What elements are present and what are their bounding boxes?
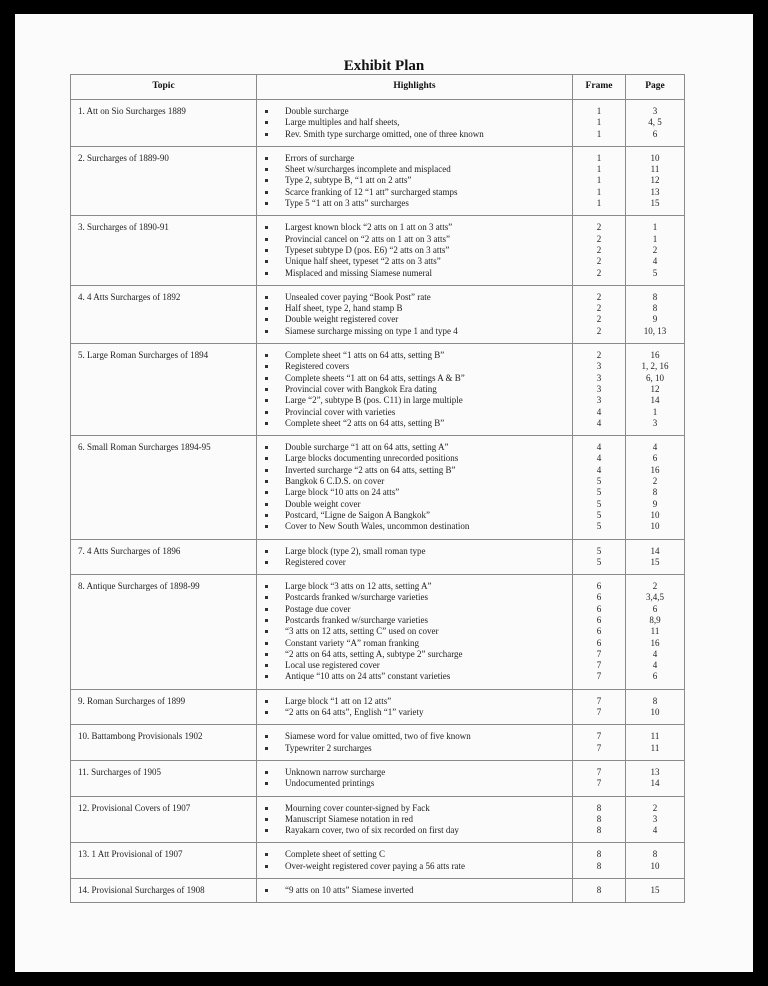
highlights-cell bbox=[257, 725, 573, 761]
page-number: 9 bbox=[652, 314, 658, 325]
highlight-item: Sheet w/surcharges incomplete and misplaced bbox=[257, 164, 572, 175]
highlight-item: Mourning cover counter-signed by Fack bbox=[257, 803, 572, 814]
topic-cell: 1. Att on Sio Surcharges 1889 bbox=[71, 100, 257, 147]
page-number: 15 bbox=[650, 198, 660, 209]
highlight-item: Constant variety “A” roman franking bbox=[257, 638, 572, 649]
page-number: 15 bbox=[650, 556, 660, 567]
page-number: 4 bbox=[652, 442, 658, 453]
highlights-cell bbox=[257, 344, 573, 436]
page-number: 1 bbox=[652, 233, 658, 244]
highlight-item: Inverted surcharge “2 atts on 64 atts, setting B” bbox=[257, 465, 572, 476]
page-number: 14 bbox=[650, 545, 660, 556]
frame-number: 5 bbox=[596, 556, 602, 567]
highlight-item: Over-weight registered cover paying a 56 atts rate bbox=[257, 861, 572, 872]
highlight-item: Scarce franking of 12 “1 att” surcharged stamps bbox=[257, 187, 572, 198]
frame-number: 5 bbox=[596, 487, 602, 498]
page-number: 2 bbox=[652, 244, 658, 255]
page-cell bbox=[626, 689, 685, 725]
topic-cell: 11. Surcharges of 1905 bbox=[71, 760, 257, 796]
highlight-item: Unsealed cover paying “Book Post” rate bbox=[257, 292, 572, 303]
frame-number: 8 bbox=[596, 802, 602, 813]
topic-cell: 12. Provisional Covers of 1907 bbox=[71, 796, 257, 843]
highlights-cell bbox=[257, 575, 573, 690]
page-cell bbox=[626, 879, 685, 903]
page-number: 6 bbox=[652, 671, 658, 682]
frame-number: 8 bbox=[596, 885, 602, 896]
topic-cell: 4. 4 Atts Surcharges of 1892 bbox=[71, 285, 257, 343]
page-number: 2 bbox=[652, 476, 658, 487]
topic-cell: 2. Surcharges of 1889-90 bbox=[71, 146, 257, 215]
highlight-item: Rev. Smith type surcharge omitted, one of three known bbox=[257, 129, 572, 140]
frame-number: 1 bbox=[596, 164, 602, 175]
frame-number: 4 bbox=[596, 453, 602, 464]
frame-number: 5 bbox=[596, 521, 602, 532]
highlight-item: Manuscript Siamese notation in red bbox=[257, 814, 572, 825]
page-number: 1, 2, 16 bbox=[641, 361, 669, 372]
highlight-item: Type 5 “1 att on 3 atts” surcharges bbox=[257, 198, 572, 209]
table-row bbox=[71, 760, 685, 796]
header-topic: Topic bbox=[71, 75, 257, 100]
frame-number: 6 bbox=[596, 592, 602, 603]
frame-number: 5 bbox=[596, 545, 602, 556]
topic-cell: 14. Provisional Surcharges of 1908 bbox=[71, 879, 257, 903]
page-number: 16 bbox=[650, 637, 660, 648]
highlight-item: Double surcharge bbox=[257, 106, 572, 117]
page-title: Exhibit Plan bbox=[343, 58, 425, 74]
highlight-item: Local use registered cover bbox=[257, 660, 572, 671]
frame-number: 8 bbox=[596, 813, 602, 824]
page-cell bbox=[626, 216, 685, 285]
page-number: 15 bbox=[650, 885, 660, 896]
highlight-item: Bangkok 6 C.D.S. on cover bbox=[257, 476, 572, 487]
page-number: 8 bbox=[652, 291, 658, 302]
highlight-item: “3 atts on 12 atts, setting C” used on cover bbox=[257, 626, 572, 637]
highlight-item: Large block “3 atts on 12 atts, setting A” bbox=[257, 581, 572, 592]
highlight-item: Typewriter 2 surcharges bbox=[257, 743, 572, 754]
frame-number: 7 bbox=[596, 778, 602, 789]
topic-cell: 9. Roman Surcharges of 1899 bbox=[71, 689, 257, 725]
frame-number: 8 bbox=[596, 825, 602, 836]
exhibit-plan-table bbox=[70, 74, 685, 903]
header-frame: Frame bbox=[573, 75, 626, 100]
frame-number: 2 bbox=[596, 350, 602, 361]
page-number: 2 bbox=[652, 581, 658, 592]
frame-number: 1 bbox=[596, 152, 602, 163]
page-number: 11 bbox=[650, 164, 660, 175]
table-row bbox=[71, 285, 685, 343]
page-number: 1 bbox=[652, 222, 658, 233]
highlights-cell bbox=[257, 689, 573, 725]
topic-cell: 6. Small Roman Surcharges 1894-95 bbox=[71, 436, 257, 539]
highlight-item: Typeset subtype D (pos. E6) “2 atts on 3 atts” bbox=[257, 245, 572, 256]
page-number: 12 bbox=[650, 383, 660, 394]
frame-number: 7 bbox=[596, 766, 602, 777]
page-number: 11 bbox=[650, 626, 660, 637]
highlight-item: Postcards franked w/surcharge varieties bbox=[257, 592, 572, 603]
page-number: 16 bbox=[650, 350, 660, 361]
frame-number: 5 bbox=[596, 498, 602, 509]
frame-number: 2 bbox=[596, 267, 602, 278]
page-number: 4 bbox=[652, 660, 658, 671]
highlight-item: Provincial cover with varieties bbox=[257, 407, 572, 418]
page-cell bbox=[626, 575, 685, 690]
table-row bbox=[71, 796, 685, 843]
page-number: 14 bbox=[650, 395, 660, 406]
frame-cell bbox=[573, 725, 626, 761]
highlight-item: Large “2”, subtype B (pos. C11) in large multiple bbox=[257, 395, 572, 406]
page-cell bbox=[626, 100, 685, 147]
frame-number: 6 bbox=[596, 637, 602, 648]
highlight-item: Complete sheet “2 atts on 64 atts, setting B” bbox=[257, 418, 572, 429]
page-number: 3,4,5 bbox=[646, 592, 664, 603]
highlight-item: Complete sheet of setting C bbox=[257, 849, 572, 860]
topic-cell: 3. Surcharges of 1890-91 bbox=[71, 216, 257, 285]
page-cell bbox=[626, 760, 685, 796]
frame-cell bbox=[573, 436, 626, 539]
frame-number: 4 bbox=[596, 417, 602, 428]
highlight-item: Unknown narrow surcharge bbox=[257, 767, 572, 778]
page-number: 4 bbox=[652, 256, 658, 267]
page-number: 16 bbox=[650, 464, 660, 475]
header-highlights: Highlights bbox=[257, 75, 573, 100]
highlight-item: “2 atts on 64 atts, setting A, subtype 2” surcharge bbox=[257, 649, 572, 660]
page-number: 10 bbox=[650, 707, 660, 718]
frame-number: 4 bbox=[596, 406, 602, 417]
frame-number: 2 bbox=[596, 233, 602, 244]
highlights-cell bbox=[257, 285, 573, 343]
highlight-item: Registered cover bbox=[257, 557, 572, 568]
page-cell bbox=[626, 796, 685, 843]
highlight-item: Large block “10 atts on 24 atts” bbox=[257, 487, 572, 498]
highlight-item: Double weight registered cover bbox=[257, 314, 572, 325]
topic-cell: 7. 4 Atts Surcharges of 1896 bbox=[71, 539, 257, 575]
highlight-item: Unique half sheet, typeset “2 atts on 3 atts” bbox=[257, 256, 572, 267]
table-row bbox=[71, 216, 685, 285]
topic-cell: 5. Large Roman Surcharges of 1894 bbox=[71, 344, 257, 436]
page-number: 9 bbox=[652, 498, 658, 509]
frame-number: 5 bbox=[596, 476, 602, 487]
frame-number: 1 bbox=[596, 175, 602, 186]
page-number: 3 bbox=[652, 417, 658, 428]
page-cell bbox=[626, 344, 685, 436]
topic-cell: 10. Battambong Provisionals 1902 bbox=[71, 725, 257, 761]
frame-number: 2 bbox=[596, 314, 602, 325]
frame-number: 7 bbox=[596, 648, 602, 659]
highlight-item: Double surcharge “1 att on 64 atts, setting A” bbox=[257, 442, 572, 453]
page-number: 8 bbox=[652, 487, 658, 498]
page-number: 5 bbox=[652, 267, 658, 278]
highlight-item: Siamese word for value omitted, two of five known bbox=[257, 731, 572, 742]
highlights-cell bbox=[257, 146, 573, 215]
highlight-item: Cover to New South Wales, uncommon destination bbox=[257, 521, 572, 532]
frame-number: 6 bbox=[596, 581, 602, 592]
frame-number: 8 bbox=[596, 860, 602, 871]
page-number: 10 bbox=[650, 521, 660, 532]
frame-number: 4 bbox=[596, 442, 602, 453]
frame-number: 6 bbox=[596, 603, 602, 614]
page-cell bbox=[626, 436, 685, 539]
frame-number: 1 bbox=[596, 106, 602, 116]
highlights-cell bbox=[257, 539, 573, 575]
page-number: 10 bbox=[650, 152, 660, 163]
table-row bbox=[71, 436, 685, 539]
table-row bbox=[71, 344, 685, 436]
highlight-item: “9 atts on 10 atts” Siamese inverted bbox=[257, 885, 572, 896]
highlight-item: Postage due cover bbox=[257, 604, 572, 615]
highlight-item: Misplaced and missing Siamese numeral bbox=[257, 268, 572, 279]
page-number: 6 bbox=[652, 603, 658, 614]
page-number: 3 bbox=[652, 106, 658, 116]
frame-number: 4 bbox=[596, 464, 602, 475]
highlight-item: “2 atts on 64 atts”, English “1” variety bbox=[257, 707, 572, 718]
frame-cell bbox=[573, 100, 626, 147]
page-number: 13 bbox=[650, 766, 660, 777]
highlight-item: Antique “10 atts on 24 atts” constant varieties bbox=[257, 671, 572, 682]
frame-cell bbox=[573, 146, 626, 215]
highlight-item: Provincial cover with Bangkok Era dating bbox=[257, 384, 572, 395]
highlight-item: Large block “1 att on 12 atts” bbox=[257, 696, 572, 707]
highlight-item: Large block (type 2), small roman type bbox=[257, 546, 572, 557]
highlight-item: Half sheet, type 2, hand stamp B bbox=[257, 303, 572, 314]
page-cell bbox=[626, 725, 685, 761]
highlight-item: Siamese surcharge missing on type 1 and type 4 bbox=[257, 326, 572, 337]
frame-number: 7 bbox=[596, 671, 602, 682]
page-number: 2 bbox=[652, 802, 658, 813]
header-row bbox=[71, 75, 685, 100]
frame-number: 3 bbox=[596, 361, 602, 372]
frame-cell bbox=[573, 879, 626, 903]
frame-cell bbox=[573, 760, 626, 796]
page-number: 1 bbox=[652, 406, 658, 417]
highlight-item: Postcards franked w/surcharge varieties bbox=[257, 615, 572, 626]
page-number: 8 bbox=[652, 303, 658, 314]
frame-number: 1 bbox=[596, 198, 602, 209]
highlight-item: Postcard, “Ligne de Saigon A Bangkok” bbox=[257, 510, 572, 521]
highlight-item: Type 2, subtype B, “1 att on 2 atts” bbox=[257, 175, 572, 186]
frame-number: 1 bbox=[596, 186, 602, 197]
highlight-item: Registered covers bbox=[257, 361, 572, 372]
frame-number: 6 bbox=[596, 626, 602, 637]
page-number: 6 bbox=[652, 453, 658, 464]
highlights-cell bbox=[257, 100, 573, 147]
highlights-cell bbox=[257, 843, 573, 879]
frame-number: 2 bbox=[596, 244, 602, 255]
table-row bbox=[71, 539, 685, 575]
table-row bbox=[71, 689, 685, 725]
page-number: 8,9 bbox=[649, 614, 661, 625]
page-number: 3 bbox=[652, 813, 658, 824]
topic-cell: 8. Antique Surcharges of 1898-99 bbox=[71, 575, 257, 690]
page-number: 4 bbox=[652, 825, 658, 836]
highlight-item: Large multiples and half sheets, bbox=[257, 117, 572, 128]
frame-number: 6 bbox=[596, 614, 602, 625]
page-number: 8 bbox=[652, 849, 658, 860]
page-number: 6 bbox=[652, 128, 658, 139]
frame-cell bbox=[573, 689, 626, 725]
frame-number: 2 bbox=[596, 303, 602, 314]
frame-cell bbox=[573, 796, 626, 843]
page-number: 12 bbox=[650, 175, 660, 186]
exhibit-page bbox=[15, 14, 753, 972]
highlights-cell bbox=[257, 216, 573, 285]
table-row bbox=[71, 100, 685, 147]
page-cell bbox=[626, 285, 685, 343]
highlight-item: Rayakarn cover, two of six recorded on first day bbox=[257, 825, 572, 836]
highlight-item: Double weight cover bbox=[257, 499, 572, 510]
page-number: 11 bbox=[650, 742, 660, 753]
header-page: Page bbox=[626, 75, 685, 100]
frame-cell bbox=[573, 539, 626, 575]
page-number: 10 bbox=[650, 509, 660, 520]
frame-number: 2 bbox=[596, 325, 602, 336]
frame-number: 2 bbox=[596, 291, 602, 302]
page-number: 10, 13 bbox=[643, 325, 667, 336]
frame-cell bbox=[573, 575, 626, 690]
table-body bbox=[71, 100, 685, 903]
highlight-item: Complete sheets “1 att on 64 atts, settings A & B” bbox=[257, 373, 572, 384]
frame-number: 7 bbox=[596, 707, 602, 718]
frame-number: 3 bbox=[596, 383, 602, 394]
highlights-cell bbox=[257, 760, 573, 796]
table-row bbox=[71, 725, 685, 761]
frame-number: 1 bbox=[596, 128, 602, 139]
table-row bbox=[71, 879, 685, 903]
highlights-cell bbox=[257, 796, 573, 843]
frame-number: 5 bbox=[596, 509, 602, 520]
table-row bbox=[71, 575, 685, 690]
frame-cell bbox=[573, 285, 626, 343]
frame-number: 3 bbox=[596, 395, 602, 406]
page-number: 4, 5 bbox=[648, 117, 662, 128]
table-row bbox=[71, 146, 685, 215]
frame-cell bbox=[573, 843, 626, 879]
frame-number: 3 bbox=[596, 372, 602, 383]
page-cell bbox=[626, 146, 685, 215]
page-number: 8 bbox=[652, 695, 658, 706]
page-number: 6, 10 bbox=[646, 372, 664, 383]
frame-number: 7 bbox=[596, 660, 602, 671]
topic-cell: 13. 1 Att Provisional of 1907 bbox=[71, 843, 257, 879]
highlight-item: Undocumented printings bbox=[257, 778, 572, 789]
frame-number: 7 bbox=[596, 731, 602, 742]
highlight-item: Provincial cancel on “2 atts on 1 att on 3 atts” bbox=[257, 234, 572, 245]
page-cell bbox=[626, 843, 685, 879]
page-number: 4 bbox=[652, 648, 658, 659]
page-number: 14 bbox=[650, 778, 660, 789]
frame-number: 2 bbox=[596, 222, 602, 233]
frame-number: 8 bbox=[596, 849, 602, 860]
highlights-cell bbox=[257, 436, 573, 539]
frame-cell bbox=[573, 216, 626, 285]
table-row bbox=[71, 843, 685, 879]
frame-cell bbox=[573, 344, 626, 436]
frame-number: 1 bbox=[596, 117, 602, 128]
highlight-item: Largest known block “2 atts on 1 att on 3 atts” bbox=[257, 222, 572, 233]
page-number: 10 bbox=[650, 860, 660, 871]
page-number: 13 bbox=[650, 186, 660, 197]
highlight-item: Errors of surcharge bbox=[257, 153, 572, 164]
frame-number: 2 bbox=[596, 256, 602, 267]
page-cell bbox=[626, 539, 685, 575]
frame-number: 7 bbox=[596, 742, 602, 753]
frame-number: 7 bbox=[596, 695, 602, 706]
highlight-item: Complete sheet “1 atts on 64 atts, setting B” bbox=[257, 350, 572, 361]
highlight-item: Large blocks documenting unrecorded positions bbox=[257, 453, 572, 464]
highlights-cell bbox=[257, 879, 573, 903]
page-number: 11 bbox=[650, 731, 660, 742]
